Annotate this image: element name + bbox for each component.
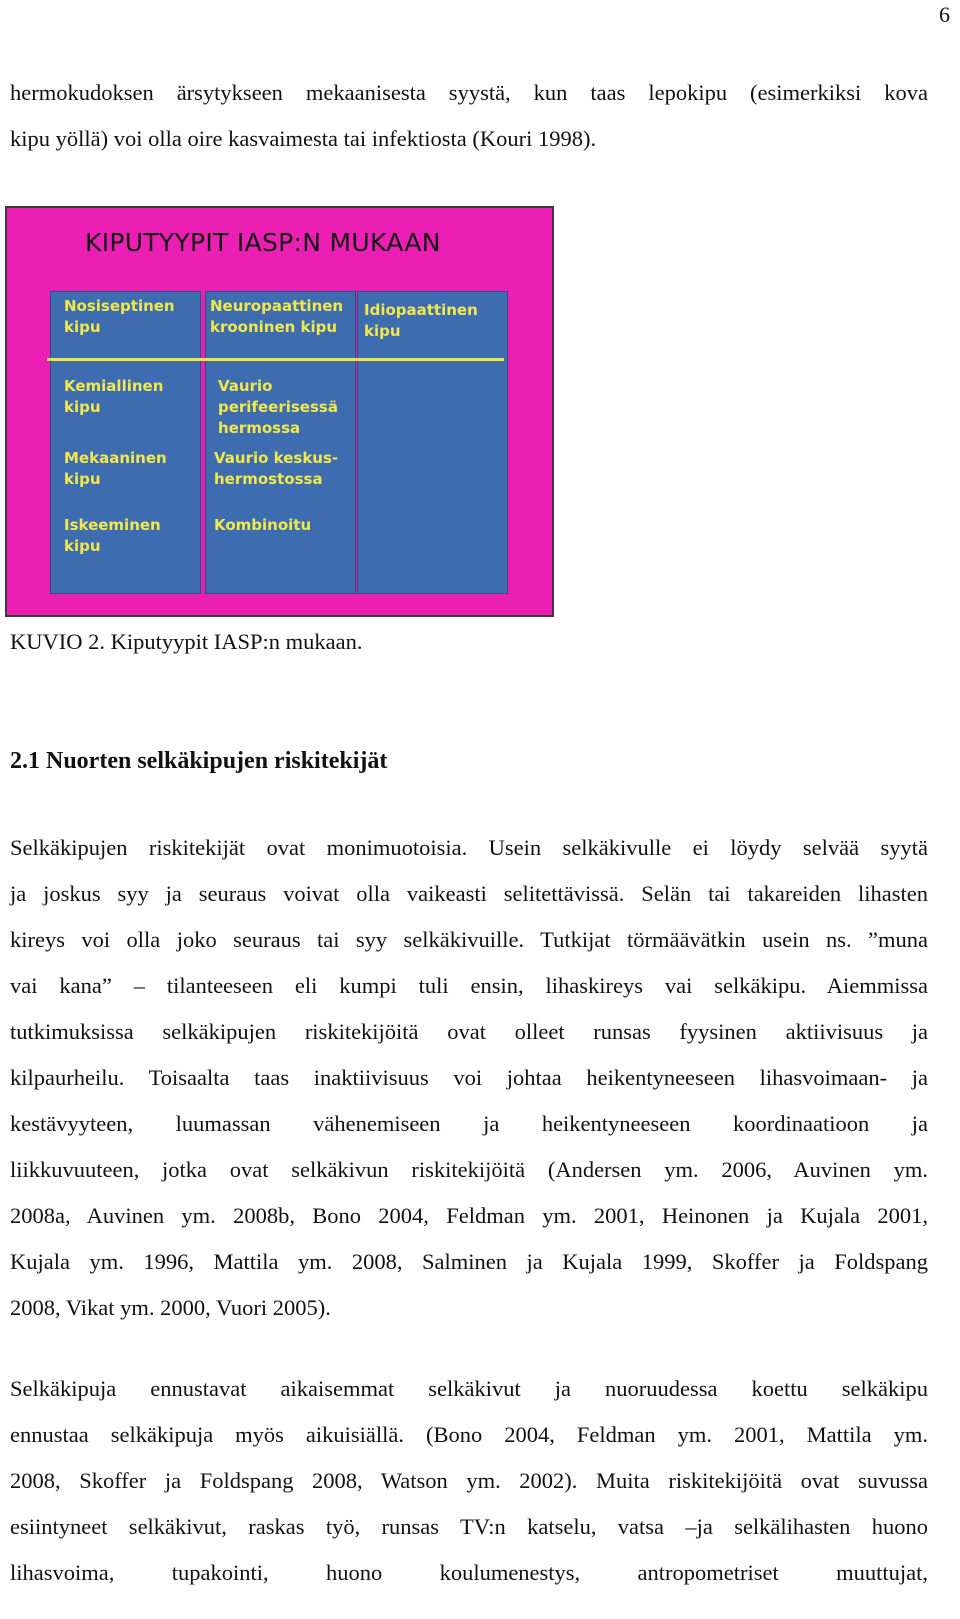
figure-caption: KUVIO 2. Kiputyypit IASP:n mukaan. [10, 629, 363, 654]
text-line: liikkuvuuteen, jotka ovat selkäkivun riskitekijöitä (Andersen ym. 2006, Auvinen ym. [10, 1157, 928, 1182]
section-heading: 2.1 Nuorten selkäkipujen riskitekijät [10, 748, 388, 774]
text-line: 2008, Vikat ym. 2000, Vuori 2005). [10, 1295, 331, 1320]
column-item: Vaurio perifeerisessä hermossa [218, 377, 338, 437]
text-line: Selkäkipujen riskitekijät ovat monimuotoisia. Usein selkäkivulle ei löydy selvää syytä [10, 835, 928, 860]
column-item: Kombinoitu [214, 516, 312, 534]
text-line: hermokudoksen ärsytykseen mekaanisesta syystä, kun taas lepokipu (esimerkiksi kova [10, 80, 928, 105]
text-line: Selkäkipuja ennustavat aikaisemmat selkäkivut ja nuoruudessa koettu selkäkipu [10, 1376, 928, 1401]
text-line: kestävyyteen, luumassan vähenemiseen ja heikentyneeseen koordinaatioon ja [10, 1111, 928, 1136]
text-line: 2008a, Auvinen ym. 2008b, Bono 2004, Feldman ym. 2001, Heinonen ja Kujala 2001, [10, 1203, 928, 1228]
paragraph-predictors [10, 1366, 928, 1596]
column-header: Neuropaattinen krooninen kipu [210, 297, 344, 336]
divider-line [47, 358, 504, 361]
figure-title: KIPUTYYPIT IASP:N MUKAAN [85, 228, 441, 257]
text-line: esiintyneet selkäkivut, raskas työ, runsas TV:n katselu, vatsa –ja selkälihasten huono [10, 1514, 928, 1539]
text-line: kireys voi olla joko seuraus tai syy selkäkivuille. Tutkijat törmäävätkin usein ns. ”muna [10, 927, 928, 952]
text-line: lihasvoima, tupakointi, huono koulumenestys, antropometriset muuttujat, [10, 1560, 928, 1585]
text-line: Kujala ym. 1996, Mattila ym. 2008, Salminen ja Kujala 1999, Skoffer ja Foldspang [10, 1249, 928, 1274]
column-item: Mekaaninen kipu [64, 449, 167, 488]
text-line: kilpaurheilu. Toisaalta taas inaktiivisuus voi johtaa heikentyneeseen lihasvoimaan- ja [10, 1065, 928, 1090]
text-line: kipu yöllä) voi olla oire kasvaimesta tai infektiosta (Kouri 1998). [10, 126, 597, 151]
text-line: ja joskus syy ja seuraus voivat olla vaikeasti selitettävissä. Selän tai takareiden lihasten [10, 881, 928, 906]
page-number: 6 [939, 2, 950, 27]
text-line: tutkimuksissa selkäkipujen riskitekijöitä ovat olleet runsas fyysinen aktiivisuus ja [10, 1019, 928, 1044]
pain-types-figure [5, 206, 554, 617]
text-line: 2008, Skoffer ja Foldspang 2008, Watson ym. 2002). Muita riskitekijöitä ovat suvussa [10, 1468, 928, 1493]
column-header: Nosiseptinen kipu [64, 297, 175, 336]
text-line: vai kana” – tilanteeseen eli kumpi tuli ensin, lihaskireys vai selkäkipu. Aiemmissa [10, 973, 928, 998]
column-header: Idiopaattinen kipu [364, 301, 478, 340]
paragraph-risk-factors [10, 825, 928, 1331]
column-item: Kemiallinen kipu [64, 377, 164, 416]
text-line: ennustaa selkäkipuja myös aikuisiällä. (Bono 2004, Feldman ym. 2001, Mattila ym. [10, 1422, 928, 1447]
column-item: Iskeeminen kipu [64, 516, 161, 555]
intro-paragraph [10, 70, 928, 162]
column-item: Vaurio keskus-hermostossa [214, 449, 339, 488]
